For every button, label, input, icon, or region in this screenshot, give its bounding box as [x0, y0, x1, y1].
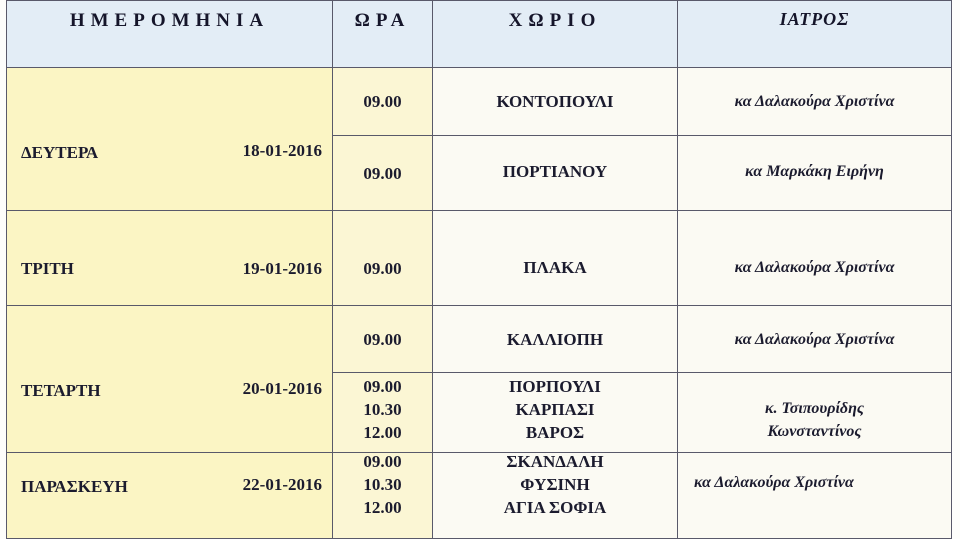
village-cell [432, 305, 678, 373]
village-name: ΚΑΡΠΑΣΙ [515, 400, 595, 419]
doctor-name [694, 471, 951, 494]
doctor-line: κ. Τσιπουρίδης [764, 400, 864, 417]
time-value: 09.00 [363, 164, 402, 183]
village-list [433, 450, 677, 519]
day-cell-monday [6, 67, 333, 211]
time-cell [332, 67, 433, 136]
time-value: 09.00 [363, 330, 402, 349]
time-value: 12.00 [363, 498, 402, 517]
village-list [433, 328, 677, 351]
day-cell-tuesday [6, 210, 333, 306]
time-cell [332, 372, 433, 453]
header-doctor: ΙΑΤΡΟΣ [779, 9, 850, 29]
time-list [333, 90, 432, 113]
doctor-cell [677, 305, 952, 373]
village-cell [432, 210, 678, 306]
time-list [333, 328, 432, 351]
header-time-cell [332, 0, 433, 68]
day-cell-friday [6, 452, 333, 539]
doctor-name [678, 256, 951, 279]
day-date: 22-01-2016 [242, 475, 322, 494]
doctor-cell [677, 67, 952, 136]
village-name: ΒΑΡΟΣ [525, 423, 585, 442]
village-name: ΠΟΡΠΟΥΛΙ [509, 377, 601, 396]
time-list [333, 375, 432, 444]
time-list [333, 450, 432, 519]
time-value: 09.00 [363, 92, 402, 111]
header-date: ΗΜΕΡΟΜΗΝΙΑ [69, 10, 270, 31]
day-name: ΔΕΥΤΕΡΑ [21, 143, 99, 162]
doctor-line: κα Δαλακούρα Χριστίνα [734, 259, 895, 276]
doctor-line: κα Δαλακούρα Χριστίνα [694, 474, 854, 491]
time-cell [332, 452, 433, 539]
doctor-name [678, 397, 951, 443]
time-list [333, 162, 432, 185]
day-name: ΤΕΤΑΡΤΗ [21, 381, 101, 400]
time-value: 09.00 [363, 259, 402, 278]
village-name: ΚΑΛΛΙΟΠΗ [506, 330, 604, 349]
time-value: 12.00 [363, 423, 402, 442]
village-name: ΣΚΑΝΔΑΛΗ [506, 452, 604, 471]
day-name: ΤΡΙΤΗ [21, 259, 74, 278]
village-list [433, 375, 677, 444]
time-list [333, 257, 432, 280]
header-village: ΧΩΡΙΟ [508, 10, 602, 31]
time-value: 09.00 [363, 377, 402, 396]
doctor-line: κα Δαλακούρα Χριστίνα [734, 331, 895, 348]
village-cell [432, 452, 678, 539]
time-cell [332, 135, 433, 211]
doctor-line: Κωνσταντίνος [767, 423, 862, 440]
village-cell [432, 67, 678, 136]
village-name: ΠΛΑΚΑ [523, 258, 587, 277]
village-cell [432, 372, 678, 453]
doctor-cell [677, 452, 952, 539]
time-value: 09.00 [363, 452, 402, 471]
doctor-line: κα Μαρκάκη Ειρήνη [745, 163, 884, 180]
day-date: 19-01-2016 [242, 259, 322, 278]
doctor-name [678, 90, 951, 113]
village-name: ΠΟΡΤΙΑΝΟΥ [502, 162, 608, 181]
header-doctor-cell [677, 0, 952, 68]
doctor-name [678, 328, 951, 351]
doctor-cell [677, 372, 952, 453]
doctor-name [678, 160, 951, 183]
village-list [433, 256, 677, 279]
doctor-line: κα Δαλακούρα Χριστίνα [734, 93, 895, 110]
header-date-cell [6, 0, 333, 68]
time-cell [332, 210, 433, 306]
village-name: ΚΟΝΤΟΠΟΥΛΙ [496, 92, 614, 111]
time-value: 10.30 [363, 400, 402, 419]
day-date: 20-01-2016 [242, 379, 322, 398]
day-date: 18-01-2016 [242, 141, 322, 160]
header-time: ΩΡΑ [354, 10, 411, 31]
doctor-cell [677, 210, 952, 306]
village-list [433, 90, 677, 113]
village-cell [432, 135, 678, 211]
village-name: ΑΓΙΑ ΣΟΦΙΑ [503, 498, 607, 517]
time-cell [332, 305, 433, 373]
village-list [433, 160, 677, 183]
village-name: ΦΥΣΙΝΗ [520, 475, 590, 494]
day-name: ΠΑΡΑΣΚΕΥΗ [21, 477, 128, 496]
doctor-cell [677, 135, 952, 211]
day-cell-wednesday [6, 305, 333, 453]
time-value: 10.30 [363, 475, 402, 494]
header-village-cell [432, 0, 678, 68]
